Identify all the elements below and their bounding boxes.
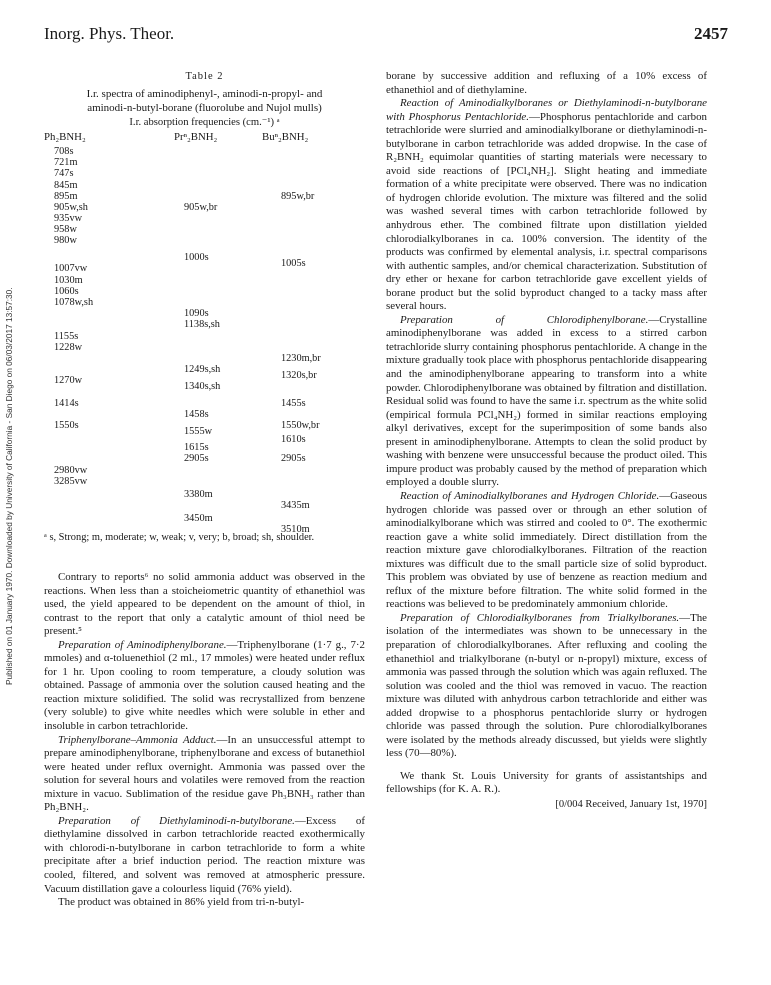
right-paragraph-5-body: —The isolation of the intermediates was shown to be unnecessary in the preparation of chlorodialkylboranes. After refluxing and cooling the ethanethiol and trialkylborane (n-butyl or n-propyl) mixture, excess of ammonia was passed through the solution which was again refluxed. The solution was cooled and the thiol was removed in vacuo. The reaction mixture was diluted with anhydrous carbon tetrachloride and either was added dropwise to a phosphorus pentachloride slurry or hydrogen chloride was passed through the solution. Pure chlorodialkylboranes were isolated by the methods already discussed, but yields were slightly less (70—80%). (386, 611, 707, 760)
table-cell-bu2bnh2: 1550w,br (281, 419, 320, 431)
table-cell-bu2bnh2: 1320s,br (281, 369, 317, 381)
table-cell-ph2bnh2: 1007vw (54, 263, 88, 275)
table-cell-ph2bnh2: 905w,sh (54, 201, 88, 213)
table-cell-ph2bnh2: 747s (54, 168, 74, 180)
table-cell-ph2bnh2: 721m (54, 157, 78, 169)
right-paragraph-2 (386, 97, 707, 314)
table-cell-bu2bnh2: 1230m,br (281, 352, 321, 364)
table-cell-bu2bnh2: 2905s (281, 453, 306, 465)
table-title-line-2: aminodi-n-butyl-borane (fluorolube and Nujol mulls) (87, 102, 322, 114)
heading-trialkylboranes: Preparation of Chlorodialkylboranes from Trialkylboranes. (400, 611, 680, 624)
left-paragraph-3 (44, 734, 365, 815)
table-cell-bu2bnh2: 3510m (281, 523, 310, 535)
right-paragraph-4-body: —Gaseous hydrogen chloride was passed over or through an ether solution of aminodialkylborane which was stirred and cooled to 0°. The exothermic reaction gave a white solid immediately. Direct distillation from the reaction mixture gave chlorodialkylboranes. Filtration of the reaction mixtures was difficult due to the small particle size of solid byproduct. This problem was obviated by use of benzene as reaction medium and reflux of the mixture before filtration. The white solid formed in the reactions was believed to be predominately ammonium chloride. (386, 489, 707, 611)
table-cell-ph2bnh2: 1060s (54, 285, 79, 297)
table-cell-pr2bnh2: 1090s (184, 308, 209, 320)
heading-hcl-reaction: Reaction of Aminodialkylboranes and Hydrogen Chloride. (400, 489, 660, 502)
heading-triphenylborane-adduct: Triphenylborane–Ammonia Adduct. (58, 733, 217, 746)
left-column (44, 70, 365, 910)
table-cell-ph2bnh2: 980w (54, 235, 77, 247)
table-cell-bu2bnh2: 3435m (281, 500, 310, 512)
table-cell-ph2bnh2: 935vw (54, 213, 83, 225)
left-paragraph-2 (44, 639, 365, 734)
table-cell-bu2bnh2: 1610s (281, 434, 306, 446)
table-cell-bu2bnh2: 895w,br (281, 190, 315, 202)
table-cell-pr2bnh2: 1340s,sh (184, 380, 221, 392)
table-cell-pr2bnh2: 1249s,sh (184, 364, 221, 375)
right-paragraph-4 (386, 490, 707, 612)
left-paragraph-5: The product was obtained in 86% yield from tri-n-butyl- (58, 896, 305, 909)
table-cell-bu2bnh2: 1455s (281, 397, 306, 409)
received-date: [0/004 Received, January 1st, 1970] (555, 798, 707, 810)
table-header-pr2bnh2: Prⁿ₂BNH₂ (174, 131, 218, 143)
table-header-ph2bnh2: Ph₂BNH₂ (44, 131, 86, 143)
table-cell-pr2bnh2: 1458s (184, 408, 209, 420)
table-subtitle: I.r. absorption frequencies (cm.⁻¹) ᵃ (129, 117, 280, 128)
heading-pcl5-reaction: Reaction of Aminodialkylboranes or Diethylaminodi-n-butylborane with Phosphorus Pentachloride. (386, 97, 707, 123)
acknowledgements: We thank St. Louis University for grants of assistantships and fellowships (for K. A. R.). (386, 769, 707, 796)
table-header-row (44, 131, 365, 146)
table-cell-pr2bnh2: 3380m (184, 489, 213, 501)
left-paragraph-4 (44, 815, 365, 896)
heading-aminodiphenylborane: Preparation of Aminodiphenylborane. (58, 638, 227, 651)
heading-diethylaminodibutylborane: Preparation of Diethylaminodi-n-butylborane. (58, 814, 295, 827)
table-cell-ph2bnh2: 708s (54, 146, 74, 157)
heading-chlorodiphenylborane: Preparation of Chlorodiphenylborane. (400, 313, 649, 326)
right-paragraph-1: borane by successive addition and refluxing of a 10% excess of ethanethiol and of diethylamine. (386, 70, 707, 96)
table-cell-ph2bnh2: 1155s (54, 330, 79, 342)
right-paragraph-2-body: —Phosphorus pentachloride and carbon tetrachloride were slurried and aminodialkylborane or diethylaminodi-n-butylborane in carbon tetrachloride was added dropwise. In the case of R₂BNH₂ equimolar quantities of starting materials were necessary to avoid side reactions of [PCl₄NH₂]. Slight heating and immediate formation of a white precipitate were observed. There was no indication of hydrogen chloride evolution. The mixture was filtered and the solid was washed several times with carbon tetrachloride followed by anhydrous ether. The combined filtrate upon distillation yielded chlorodialkylboranes in ca. 100% conversion. The identity of the products was confirmed by elemental analysis, i.r. spectral comparisons with authentic samples, and/or chemical characterization. Substitution of dry ether or hexane for carbon tetrachloride gave excellent yields of borane product but the solid byproduct changed to a tacky mass after several hours. (386, 110, 707, 313)
table-cell-ph2bnh2: 845m (54, 179, 78, 191)
table-cell-pr2bnh2: 1555w (184, 425, 213, 437)
table-cell-ph2bnh2: 3285vw (54, 475, 88, 487)
table-cell-ph2bnh2: 1228w (54, 341, 83, 353)
table-title-line-1: I.r. spectra of aminodiphenyl-, aminodi-n-propyl- and (86, 88, 323, 100)
table-cell-pr2bnh2: 1138s,sh (184, 319, 220, 331)
right-paragraph-5 (386, 612, 707, 761)
table-cell-ph2bnh2: 1550s (54, 419, 79, 431)
right-column (386, 70, 707, 812)
table-label: Table 2 (185, 71, 224, 82)
left-paragraph-3-body: —In an unsuccessful attempt to prepare aminodiphenylborane, triphenylborane and excess of butanethiol were heated under reflux overnight. Ammonia was passed over the solution for several hours and volatiles were removed from the reaction mixture in vacuo. Sublimation of the residue gave Ph₃BNH₃ rather than Ph₂BNH₂. (44, 733, 365, 814)
table-cell-pr2bnh2: 3450m (184, 512, 213, 524)
left-paragraph-1: Contrary to reports⁶ no solid ammonia adduct was observed in the reactions. When less than a stoicheiometric quantity of ethanethiol was used, the yield appeared to be dependent on the amount of thiol, in contrast to the report that only a catalytic amount of thiol need be present.⁵ (44, 571, 365, 638)
table-cell-pr2bnh2: 905w,br (184, 201, 218, 213)
table-cell-ph2bnh2: 958w (54, 224, 77, 236)
table-cell-pr2bnh2: 2905s (184, 453, 209, 465)
table-cell-ph2bnh2: 1270w (54, 375, 83, 387)
table-cell-ph2bnh2: 1078w,sh (54, 296, 94, 308)
left-paragraph-4-body: —Excess of diethylamine dissolved in carbon tetrachloride reacted exothermically with chlorodi-n-butylborane in carbon tetrachloride to form a white precipitate after a brief induction period. The reaction mixture was cooled, filtered, and solvent was removed at atmospheric pressure. Vacuum distillation gave a colourless liquid (76% yield). (44, 814, 365, 895)
table-header-bu2bnh2: Buⁿ₂BNH₂ (262, 131, 309, 143)
journal-running-head: Inorg. Phys. Theor. (44, 24, 175, 43)
table-cell-ph2bnh2: 1030m (54, 274, 83, 286)
table-cell-ph2bnh2: 1414s (54, 397, 79, 409)
table-cell-pr2bnh2: 1615s (184, 442, 209, 454)
table-cell-ph2bnh2: 2980vw (54, 464, 88, 476)
table-cell-pr2bnh2: 1000s (184, 252, 209, 264)
page-number: 2457 (694, 24, 728, 43)
right-paragraph-3-body: —Crystalline aminodiphenylborane was added in excess to a stirred carbon tetrachloride slurry containing phosphorus pentachloride. A change in the mixture gradually took place with phosphorus pentachloride disappearing and the aminodiphenylborane appearing to transform into a white powder. Chlorodiphenylborane was obtained by filtration and distillation. Residual solid was found to have the same i.r. spectrum as the white solid (empirical formula PCl₄NH₂) formed in similar reactions employing alkyl derivatives, except for the superimposition of some bands also present in aminodiphenylborane. Attempts to clean the solid product by washing with benzene were unsuccessful because the product oiled. This impure product was probably caused by the method of preparation which employed a double slurry. (386, 313, 707, 489)
table-footnote: ᵃ s, Strong; m, moderate; w, weak; v, very; b, broad; sh, shoulder. (44, 532, 315, 543)
table-cell-bu2bnh2: 1005s (281, 257, 306, 269)
table-cell-ph2bnh2: 895m (54, 190, 78, 202)
table-body (44, 146, 365, 535)
right-paragraph-3 (386, 314, 707, 490)
left-paragraph-2-body: —Triphenylborane (1·7 g., 7·2 mmoles) and α-toluenethiol (2 ml., 17 mmoles) were heated under reflux for 1 hr. Upon cooling to room temperature, a cloudy solution was obtained. Passage of ammonia over the solution caused heating and the reaction mixture solidified. The solid was recrystallized from benzene (very soluble) to give white needles which were soluble in ether and insoluble in carbon tetrachloride. (44, 638, 365, 733)
download-watermark: Published on 01 January 1970. Downloaded by University of California - San Diego on 06/03/2017 13:57:30. (4, 287, 14, 685)
